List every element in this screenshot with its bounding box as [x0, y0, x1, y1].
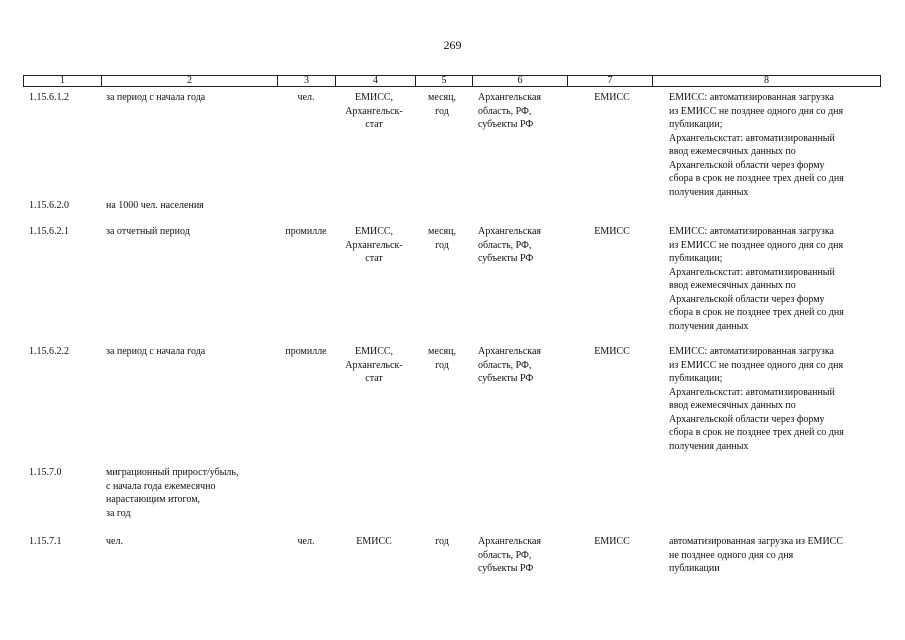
table-header [23, 75, 881, 87]
row-system: ЕМИСС [594, 536, 630, 547]
row-system: ЕМИСС [594, 226, 630, 237]
row-period: месяц, год [428, 92, 456, 117]
row-period: месяц, год [428, 226, 456, 251]
row-code: 1.15.7.1 [29, 536, 62, 547]
row-indicator-name: миграционный прирост/убыль, с начала года ежемесячно нарастающим итогом, за год [106, 467, 239, 519]
row-indicator-name: за период с начала года [106, 346, 206, 357]
row-code: 1.15.6.2.0 [29, 200, 69, 211]
row-method: ЕМИСС: автоматизированная загрузка из ЕМИСС не позднее одного дня со дня публикации; Архангельскстат: автоматизированный ввод ежемесячных данных по Архангельской области через форму сбора в срок не позднее трех дней со дня получения данных [669, 226, 844, 332]
row-source: ЕМИСС, Архангельск- стат [345, 346, 403, 384]
row-unit: чел. [297, 536, 315, 547]
row-code: 1.15.6.1.2 [29, 92, 69, 103]
row-indicator-name: на 1000 чел. населения [106, 200, 204, 211]
row-system: ЕМИСС [594, 346, 630, 357]
row-code: 1.15.6.2.1 [29, 226, 69, 237]
header-col-2: 2 [101, 76, 277, 86]
row-code: 1.15.6.2.2 [29, 346, 69, 357]
header-col-8: 8 [652, 76, 880, 86]
page-number: 269 [443, 38, 462, 52]
row-indicator-name: за отчетный период [106, 226, 190, 237]
row-source: ЕМИСС, Архангельск- стат [345, 92, 403, 130]
row-indicator-name: за период с начала года [106, 92, 206, 103]
row-source: ЕМИСС, Архангельск- стат [345, 226, 403, 264]
row-code: 1.15.7.0 [29, 467, 62, 478]
row-unit: промилле [285, 346, 327, 357]
header-col-3: 3 [277, 76, 335, 86]
row-unit: промилле [285, 226, 327, 237]
row-territory: Архангельская область, РФ, субъекты РФ [478, 346, 542, 384]
header-col-7: 7 [567, 76, 652, 86]
row-source: ЕМИСС [356, 536, 392, 547]
row-indicator-name: чел. [106, 536, 123, 547]
header-col-1: 1 [60, 75, 65, 86]
row-method: ЕМИСС: автоматизированная загрузка из ЕМИСС не позднее одного дня со дня публикации; Архангельскстат: автоматизированный ввод ежемесячных данных по Архангельской области через форму сбора в срок не позднее трех дней со дня получения данных [669, 92, 844, 198]
header-col-5: 5 [415, 76, 472, 86]
row-territory: Архангельская область, РФ, субъекты РФ [478, 226, 542, 264]
header-col-4: 4 [335, 76, 415, 86]
row-method: автоматизированная загрузка из ЕМИСС не позднее одного дня со дня публикации [669, 536, 844, 574]
row-method: ЕМИСС: автоматизированная загрузка из ЕМИСС не позднее одного дня со дня публикации; Архангельскстат: автоматизированный ввод ежемесячных данных по Архангельской области через форму сбора в срок не позднее трех дней со дня получения данных [669, 346, 844, 452]
header-col-6: 6 [472, 76, 567, 86]
row-period: месяц, год [428, 346, 456, 371]
row-territory: Архангельская область, РФ, субъекты РФ [478, 536, 542, 574]
row-period: год [435, 536, 449, 547]
row-unit: чел. [297, 92, 315, 103]
row-territory: Архангельская область, РФ, субъекты РФ [478, 92, 542, 130]
row-system: ЕМИСС [594, 92, 630, 103]
